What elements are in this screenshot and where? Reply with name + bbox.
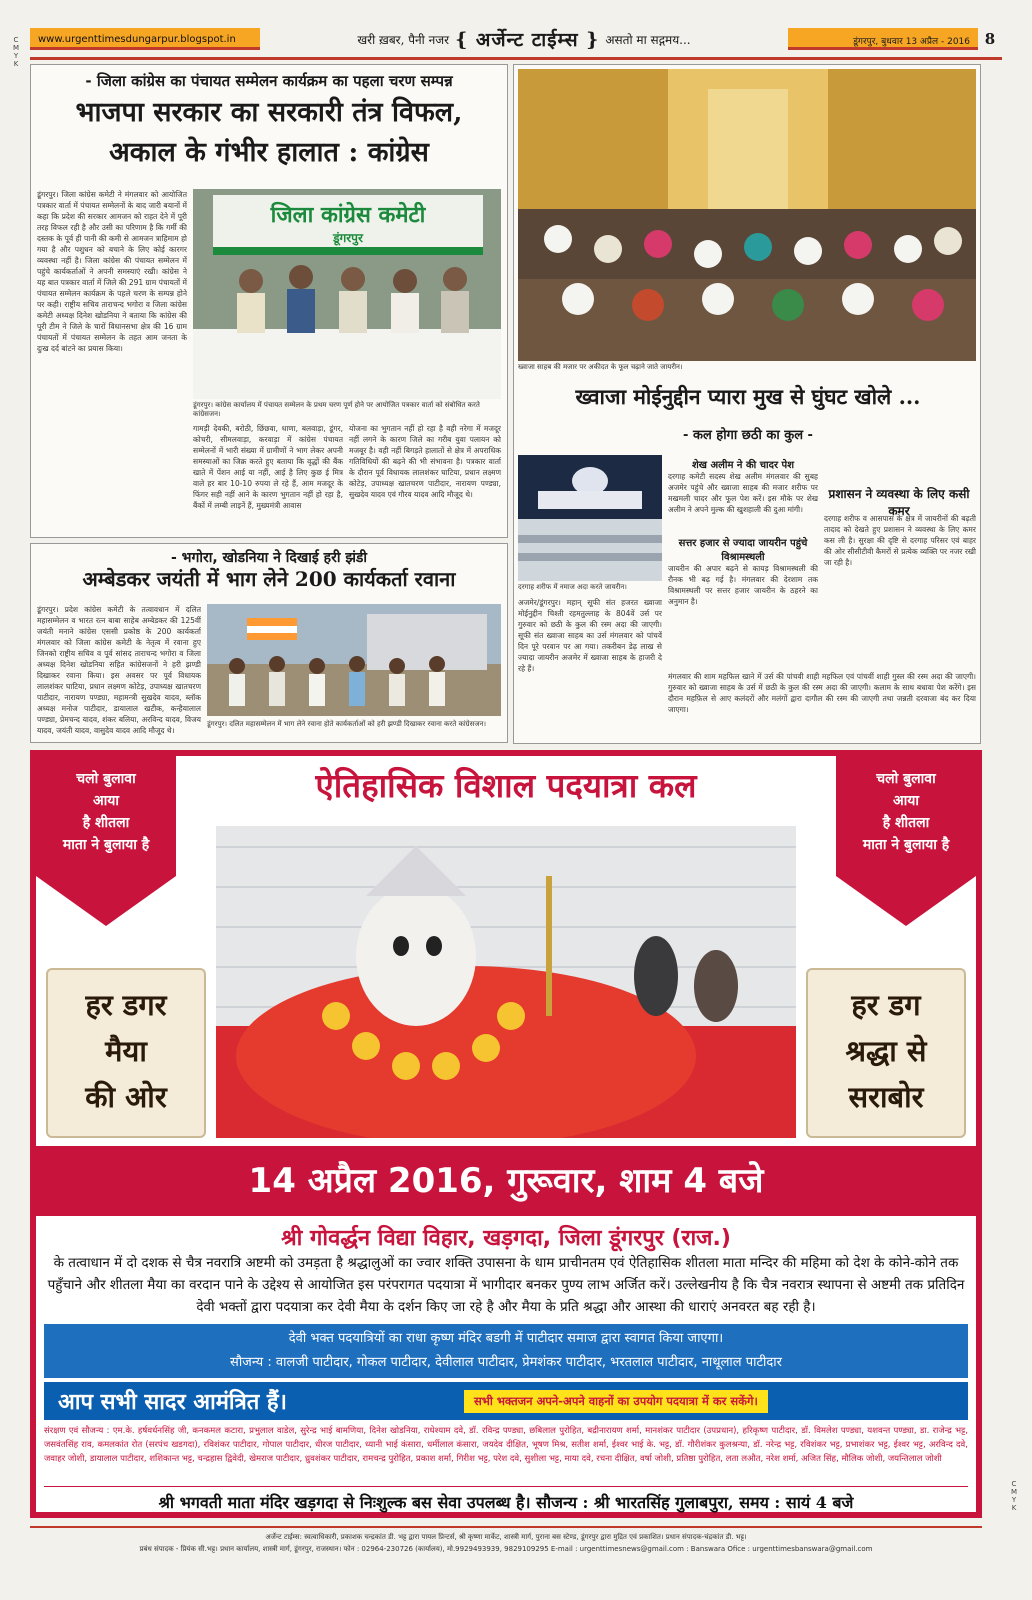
ribbon-left-line: आया [92, 793, 120, 809]
story2-photo-caption: डूंगरपुर। दलित महासम्मेलन में भाग लेने रवाना होते कार्यकर्ताओं को हरी झण्डी दिखाकर रवाना करते कांग्रेसजन। [207, 720, 487, 728]
masthead-brand: { अर्जेन्ट टाईम्स } [455, 29, 600, 51]
card-left [46, 968, 206, 1138]
card-left-line: हर डगर [85, 988, 167, 1022]
masthead-date: डूंगरपुर, बुधवार 13 अप्रैल - 2016 [788, 28, 978, 50]
masthead-url: www.urgenttimesdungarpur.blogspot.in [30, 28, 260, 50]
story3-photo-caption: ख्वाजा साहब की मजार पर अकीदत के फूल चढ़ाने जाते जायरीन। [518, 363, 683, 371]
ribbon-right-text [836, 768, 976, 856]
ad-paragraph: के तत्वाधान में दो दशक से चैत्र नवरात्रि अष्टमी को उमड़ता है श्रद्धालुओं का ज्वार शक्ति उपासना के धाम प्राचीनतम एवं ऐतिहासिक शीतला माता मन्दिर की महिमा को देश के कोने-कोने तक पहुँचाने और शीतला मैया का वरदान पाने के उद्देश्य से आयोजित इस परंपरागत पदयात्रा में भागीदार बनकर पुण्य लाभ अर्जित करें। उल्लेखनीय है कि चैत्र नवरात्र स्थापना से अष्टमी तक प्रतिदिन देवी भक्तों द्वारा पदयात्रा कर देवी मैया के दर्शन किए जा रहे है और मैया के प्रति श्रद्धा और आस्था की धाराएं अनवरत बह रही है। [47, 1255, 965, 1315]
story1-kicker: - जिला कांग्रेस का पंचायत सम्मेलन कार्यक्रम का पहला चरण सम्पन्न [85, 72, 453, 90]
invite-note: सभी भक्तजन अपने-अपने वाहनों का उपयोग पदयात्रा में कर सकेंगे। [464, 1390, 768, 1413]
story1-headline-line2: अकाल के गंभीर हालात : कांग्रेस [109, 137, 429, 168]
night-prayer-image [518, 455, 662, 581]
story1-body-col3: योजना का भुगतान नहीं हो रहा है वही नरेगा में मजदूर नहीं लगने के कारण जिले का गरीब युवा पलायन को मजबूर है। वही नहीं बिगड़ते हालातों से क्षेत्र में अपराधिक गतिविधियों की बढ़ने की भी संभावना है। पत्रकार वार्ता के दौरान पूर्व विधायक लालशंकर घाटिया, प्रधान लक्ष्मण कोटेड़, उपाध्यक्ष खातचरण पाटीदार, नारायण पण्ड्या, सुखदेव यादव एवं गौरव यादव आदि मौजूद थे। [349, 424, 501, 499]
patrons-list: संरक्षण एवं सौजन्य : एम.के. हर्षवर्धनसिंह जी, कनकमल कटारा, प्रभुलाल वाडेल, सुरेन्द्र भाई बामणिया, दिनेश खोडनिया, राधेश्याम दवे, डॉ. रविन्द्र पण्ड्या, छबिलाल पुरोहित, बद्रीनारायण शर्मा, मानशंकर पाटीदार (उपप्रधान), हरिकृष्ण पाटीदार, डॉ. विमलेश पण्ड्या, यशवन्त पण्ड्या, डा. राजेन्द्र भट्ट, जसवंतसिंह राव, कमलकांत रोत (सरपंच खडगदा), रविशंकर पाटीदार, गोपाल पाटीदार, धीरज पाटीदार, ध्यानी भाई कंसारा, धर्मीलाल कंसारा, जयदेव दीक्षित, भूषण मिश्र, सतीश शर्मा, ईश्वर भाई के. भट्ट, डॉ. गौरीशंकर कुलश्रन्या, डॉ. नरेन्द्र भट्ट, रविशंकर भट्ट, प्रभाशंकर भट्ट, ईश्वर भट्ट, अरविन्द दवे, जवाहर जोशी, डायालाल पाटीदार, शशिकान्त भट्ट, चन्द्रहास द्विवेदी, खेमराज पाटीदार, ध्रुवशंकर पाटीदार, रामचन्द्र पुरोहित, प्रकाश शर्मा, गिरीश भट्ट, परेश दवे, सुशीला भट्ट, माया दवे, रचना दीक्षित, वर्षा जोशी, प्रतिष्ठा पुरोहित, लता लऔत, नरेश शर्मा, अजित सिंह, मौलिक जोशी, जयन्तिलाल जोशी [44, 1426, 968, 1464]
masthead-slogan-right: असतो मा सद्गमय... [605, 32, 691, 47]
welcome-box [44, 1324, 968, 1378]
footer-line2: प्रबंध संपादक - प्रियंक सी.भट्ट। प्रधान कार्यालय, शास्त्री मार्ग, डूंगरपुर, राजस्थान। फोन : 02964-230726 (कार्यालय), मो.9929493939, 9829109295 E-mail : urgenttimesnews@gmail.com : Banswara Ofice : urgenttimesbanswara@gmail.com [139, 1545, 873, 1553]
ribbon-right-line: आया [892, 793, 920, 809]
padyatra-advertisement [30, 750, 982, 1518]
card-right-line: सराबोर [848, 1080, 924, 1114]
story3-headline: ख्वाजा मोईनुद्दीन प्यारा मुख से घुंघट खोले ... [575, 384, 921, 409]
story3-dateline-text: अजमेर/डूंगरपुर। महान् सूफी संत हजरत ख्वाजा मोईनुद्दीन चिश्ती रहमतुल्लाह के 804वें उर्स पर गुरुवार को छठी के कुल की रस्म अदा की जाएगी। सूफी संत ख्वाजा साहब का उर्स मंगलवार को पांचवें दिन पूरे परवान पर आ गया। तकरीबन डेढ़ लाख से ज्यादा जायरीन अजमेर में ख्वाजा साहब के हाजरी दे रहे हैं। [518, 598, 662, 673]
story2-body: डूंगरपुर। प्रदेश कांग्रेस कमेटी के तत्वावधान में दलित महासम्मेलन व भारत रत्न बाबा साहेब अम्बेडकर की 125वीं जयंती मनाने कांग्रेस एससी प्रकोष्ठ के 200 कार्यकर्ता मंगलवार को जिला कांग्रेस कमेटी के नेतृत्व में रवाना हुए जिनको राष्ट्रीय सचिव व पूर्व सांसद ताराचन्द भगोरा व जिला अध्यक्ष दिनेश खोडनिया सहित कांग्रेसजनों ने हरी झण्डी दिखाकर रवाना किया। इस अवसर पर पूर्व विधायक लालशंकर घाटिया, प्रधान लक्ष्मण कोटेड़, उपाध्यक्ष खातचरण पाटीदार, नारायण पण्ड्या, महामन्त्री सुखदेव यादव, ब्लॉक अध्यक्ष मनोज पाटीदार, डायालाल खटीक, कन्हैयालाल पण्ड्या, प्रेमचन्द यादव, शंकर बलिया, अरविन्द यादव, विजय यादव, जयंती यादव, वासुदेव यादव आदि मौजूद थे। [37, 605, 201, 735]
ribbon-left-line: चलो बुलावा [76, 771, 136, 787]
story1-body-col2: गामड़ी देवकी, बरोठी, छिंछवा, धाणा, बलवाड़ा, डूंगर, कोचरी, सीमलवाड़ा, करवाड़ा में कांग्रेस पंचायत सम्मेलनों में भारी संख्या में ग्रामीणों ने भाग लेकर अपनी समस्याओं का जिक्र करते हुए बताया कि वृद्धों की बैंक खाते में पेंशन आई या नहीं, आई है लिए कुछ ई मित्र वाले हर बार 10-10 रुपया ले रहे हैं, आम मजदूर के फिंगर सही नहीं आने के कारण भुगतान नहीं हो रहा है, बैंकों में लम्बी लाइनें हैं, मुख्यमंत्री आवास [193, 424, 343, 510]
cmyk-mark: C M Y K [1010, 1480, 1018, 1512]
card-left-line: मैया [105, 1034, 147, 1068]
story2-photo [207, 604, 501, 716]
story3-main-photo [518, 69, 976, 361]
story1-photo-caption: डूंगरपुर। कांग्रेस कार्यालय में पंचायत सम्मेलन के प्रथम चरण पूर्ण होने पर आयोजित पत्रकार वार्ता को संबोधित करते कांग्रेसजन। [193, 401, 480, 418]
story2-kicker: - भगोरा, खोडनिया ने दिखाई हरी झंडी [170, 550, 368, 566]
ribbon-left-line: है शीतला [82, 815, 130, 831]
story1-headline-line1: भाजपा सरकार का सरकारी तंत्र विफल, [75, 97, 463, 128]
deity-image [216, 826, 796, 1138]
ribbon-right-line: माता ने बुलाया है [862, 837, 950, 853]
masthead-rule [30, 57, 1002, 60]
ribbon-left-text [36, 768, 176, 856]
story1-body-col1: डूंगरपुर। जिला कांग्रेस कमेटी ने मंगलवार को आयोजित पत्रकार वार्ता में पंचायत सम्मेलनों के बाद जारी बयानों में कहा कि प्रदेश की सरकार आमजन को राहत देने में पूरी तरह विफल रही है और उसी का परिणाम है कि गर्मी की दस्तक के पूर्व ही पानी की कमी से आमजन त्राहिमाम हो गया है और पशुधन को बचाने के लिए कोई कारगर व्यवस्था नहीं है। जिला कांग्रेस की पंचायत सम्मेलन में पहुंचे कार्यकर्ताओं ने अपनी समस्याएं रखी। कांग्रेस ने यह बात पत्रकार वार्ता में जिले की 291 ग्राम पंचायतों में पंचायत सम्मेलन कार्यक्रम के पहले चरण के सम्पन्न होने पर कही। राष्ट्रीय सचिव ताराचन्द भगोरा व जिला कांग्रेस कमेटी अध्यक्ष दिनेश खोडनिया ने बताया कि कांग्रेस की पूरी टीम ने जिले के चारों विधानसभा क्षेत्र की 16 ग्राम पंचायतों में पंचायत सम्मेलन के तहत आम जनता के दुःख दर्द बांटने का प्रयास किया। [37, 190, 187, 353]
masthead-center [260, 26, 788, 52]
section1-title: शेख अलीम ने की चादर पेश [691, 460, 795, 471]
banner-text: जिला कांग्रेस कमेटी [270, 203, 426, 228]
banner-subtext: डूंगरपुर [333, 231, 363, 245]
imprint-footer [30, 1526, 982, 1555]
event-venue: श्री गोवर्द्धन विद्या विहार, खड़गदा, जिला डूंगरपुर (राज.) [281, 1226, 731, 1251]
footer-line1: अर्जेन्ट टाईम्स: स्वत्वाधिकारी, प्रकाशक चन्द्रकांत डी. भट्ट द्वारा पायल प्रिन्टर्स, श्री कृष्णा मार्केट, शास्त्री मार्ग, पुराना बस स्टेण्ड, डूंगरपुर द्वारा मुद्रित एवं प्रकाशित। प्रधान संपादक-चंद्रकांत डी. भट्ट। [265, 1533, 747, 1541]
ad-title: ऐतिहासिक विशाल पदयात्रा कल [315, 766, 697, 805]
masthead [30, 24, 1002, 54]
rally-image [207, 604, 501, 716]
story-khwaja-urs [513, 64, 981, 744]
section3-title: प्रशासन ने व्यवस्था के लिए कसी कमर [828, 487, 970, 518]
story-congress-panchayat [30, 64, 508, 538]
card-right-line: हर डग [851, 988, 921, 1022]
dargah-crowd-image [518, 69, 976, 361]
bus-service-line: श्री भगवती माता मंदिर खड़गदा से निःशुल्क बस सेवा उपलब्ध है। सौजन्य : श्री भारतसिंह गुलाबपुरा, समय : सायं 4 बजे [44, 1486, 968, 1513]
section2-text: जायरीन की अपार बढ़ने से कायड़ विश्रामस्थली की रौनक भी बढ़ गई है। मंगलवार की देरशाम तक विश्रामस्थली पर सत्तर हजार जायरीन के ठहरने का अनुमान है। [668, 564, 818, 606]
invite-main: आप सभी सादर आमंत्रित हैं। [58, 1390, 287, 1415]
ribbon-right-line: है शीतला [882, 815, 930, 831]
invite-bar [44, 1382, 968, 1420]
story3-small-photo [518, 455, 662, 581]
story3-small-caption: दरगाह शरीफ में नमाज अदा करते जायरीन। [518, 583, 627, 591]
ribbon-left-line: माता ने बुलाया है [62, 837, 150, 853]
cmyk-mark: C M Y K [12, 36, 20, 68]
masthead-slogan-left: खरी ख़बर, पैनी नजर [357, 32, 450, 47]
story2-headline: अम्बेडकर जयंती में भाग लेने 200 कार्यकर्ता रवाना [82, 567, 456, 591]
ribbon-left [36, 756, 176, 936]
story-ambedkar-jayanti [30, 543, 508, 743]
card-left-line: की ओर [85, 1080, 167, 1114]
story3-subhead: - कल होगा छठी का कुल - [683, 428, 813, 443]
section3-text: दरगाह शरीफ व आसपास के क्षेत्र में जायरीनों की बढ़ती तादाद को देखते हुए प्रशासन ने व्यवस्था के लिए कमर कस ली है। सुरक्षा की दृष्टि से दरगाह परिसर एवं बाहर की ओर सीसीटीवी कैमरों से प्रत्येक व्यक्ति पर नजर रखी जा रही है। [824, 514, 976, 567]
section1-text: दरगाह कमेटी सदस्य शेख अलीम मंगलवार की सुबह अजमेर पहुंचे और ख्वाजा साहब की मजार शरीफ पर मखमली चादर और फूल पेश करें। इस मौके पर शेख अलीम ने अपने मुल्क की खुशहाली की दुआ मांगी। [668, 472, 818, 514]
card-right [806, 968, 966, 1138]
sponsors-line: सौजन्य : वालजी पाटीदार, गोकल पाटीदार, देवीलाल पाटीदार, प्रेमशंकर पाटीदार, भरतलाल पाटीदार, नाथूलाल पाटीदार [230, 1355, 782, 1370]
event-time-band: 14 अप्रैल 2016, गुरूवार, शाम 4 बजे [36, 1146, 976, 1216]
sheetla-mata-idol-photo [216, 826, 796, 1138]
page-number: 8 [984, 30, 996, 48]
card-right-line: श्रद्धा से [845, 1034, 927, 1068]
ribbon-right [836, 756, 976, 936]
section2-title: सत्तर हजार से ज्यादा जायरीन पहुंचे विश्रामस्थली [678, 538, 808, 563]
welcome-line: देवी भक्त पदयात्रियों का राधा कृष्ण मंदिर बडगी में पाटीदार समाज द्वारा स्वागत किया जाएगा। [288, 1331, 724, 1346]
ribbon-right-line: चलो बुलावा [876, 771, 936, 787]
story1-photo [193, 189, 501, 399]
story3-col3-text: मंगलवार की शाम महफिल खाने में उर्स की पांचवी शाही महफिल एवं पांचवीं शाही गुस्ल की रस्म अदा की जाएगी। गुरुवार को ख्वाजा साहब के उर्स में छठी के कुल की रस्म अदा की जाएगी। कलाम के साथ बधावा पेश करेंगे। इस दौरान महफ़िल से आए कलंदरों और मलंगों द्वारा दागौल की रस्म की जाएगी तथा जन्नती दरवाजा बंद कर दिया जाएगा। [668, 672, 976, 714]
